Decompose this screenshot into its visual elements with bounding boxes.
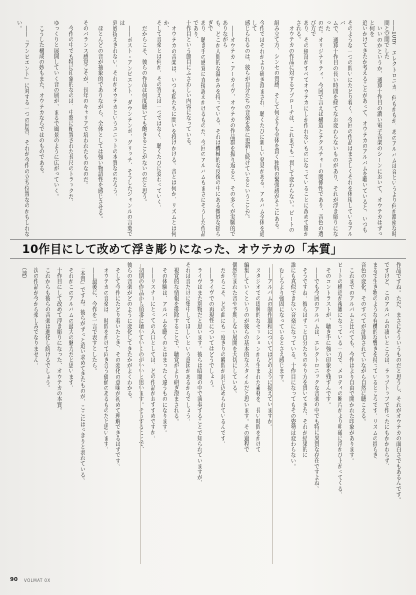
- text-column: あり、聴き手の感覚に直接訴えかけるものだ。今回のアルバムもまさにそうした作品であり、: [192, 20, 206, 237]
- text-column: まるで生き物のような有機的な響きを持っているところです。リズムの揺らぎ、: [371, 262, 378, 464]
- text-column: 到底捉えきれない。それがオウテカというユニットの本質なのだろう。: [111, 20, 118, 200]
- text-column: そうですね。彼らはずっと自分たちのやり方を貫いてきた。それが結果的に: [301, 262, 308, 458]
- text-column: 彼らの音楽がどのように変化してきたかがよくわかる。: [125, 262, 132, 402]
- text-column: これからも彼らの音楽は進化し続けるでしょう。: [43, 262, 50, 391]
- text-column: （談）: [20, 262, 27, 282]
- text-column: ――ライヴでの再現性についてはどうでしょう。: [207, 262, 214, 391]
- text-column: そのバランス感覚こそが、長年のキャリアで培われたものなのだ。: [81, 20, 88, 188]
- text-column: こうした構成の妙もまた、オウテカならではのものである。: [37, 20, 44, 177]
- text-column: むしろより強固になっているとさえ感じます。: [277, 262, 284, 386]
- text-column: ライヴはまた別物だと思います。彼らは暗闇の中で演奏することで知られていますが、: [196, 262, 202, 486]
- text-column: 次の作品が今から楽しみでなりません。: [32, 262, 39, 369]
- text-column: 感じられるのは、彼らが自分たちの音楽を常に更新し続けているということだ。: [243, 20, 250, 222]
- text-column: これまでのアルバムと比べても、今作はより自由で開かれた印象があります。: [348, 262, 354, 464]
- text-column: 編集していくというのが彼らの基本的なスタイルだと思います。その過程で: [242, 262, 249, 453]
- text-column: 偶然生まれた音や予期しない展開を大切にしている。: [231, 262, 237, 397]
- text-column: 視覚的な情報を排除することで、聴覚がより研ぎ澄まされる。: [172, 262, 179, 425]
- text-column: それは音だけに集中してほしいという意図があるからでしょう。: [184, 262, 191, 425]
- text-column: そのコントラストが、聴き手に強い印象を残すんです。: [324, 262, 331, 408]
- text-column: 誰にも真似できない音楽になっている。十作目になってもその姿勢は変わらない。: [289, 262, 296, 470]
- text-column: 初期の作品から順番に聴いていくのがいいと思います。そうすることで、: [137, 262, 144, 453]
- page-number: 90: [10, 577, 18, 583]
- text-column: 作品ですね。ただ、まさにそういうものだと思うし、それがオウテカの面白さでもあるんです。: [394, 262, 401, 503]
- text-column: いいのかというか、通算十作目の濃い電子音楽のシーンにおいて、オウテカはずっと何を: [368, 20, 382, 237]
- text-column: オウテカの音楽は、いつも私たちに問いを投げかける。音とは何か、リズムとは何か、: [162, 20, 177, 237]
- text-column: 十作目にして改めて浮き彫りになった、オウテカの本質。: [55, 262, 62, 414]
- text-column: 組み立て方、シンセの質感、そして何よりも全体を貫く独特の緊張感がそこにある。: [272, 20, 279, 233]
- text-column: ですけど、このアルバムの凄いところは、ラップトップで作ったにもかかわらず、: [383, 262, 390, 470]
- text-column: その体験は、アルバムを聴くのとはまったく違うものになります。: [160, 262, 167, 436]
- text-column: のだ。オリジナリティ、今回で言えば構造とテクスチャーの関係性であり、音色の選び方で: [309, 20, 323, 237]
- text-column: そのような一つの問いにたどり着く。今回の作品はまさしくそれを体現しているアルバ: [339, 20, 353, 237]
- text-column: ゆっくりと展開していく音の層が、まるで風景のように広がっていく。: [52, 20, 59, 200]
- text-column: ムで、通算十作目の長い時間を経てなお変わらないものがあり、それが浮き彫りになった: [324, 20, 338, 237]
- text-column: ――アルバムの制作過程についてはどのように捉えていますか。: [266, 262, 273, 430]
- text-column: あり、その細部がすべてオウテカにしか作れないものになっていることに改めて驚かされる。: [295, 20, 309, 237]
- text-column: そして今作にたどり着いたとき、その変化の意味が初めて理解できるはずです。: [114, 262, 121, 470]
- text-column: それがこのアルバムの最大の魅力だと思います。: [67, 262, 74, 391]
- text-column: スタジオでの即興的なセッションから生まれた素材を、長い時間をかけて: [254, 262, 261, 453]
- text-column: そして音楽とは何か。その答えは一つではなく、聴くたびに変わっていく。: [155, 20, 162, 211]
- text-column: ――リスナーにとっての入口としては、どの作品がおすすめですか。: [149, 262, 156, 442]
- text-column: オウテカの音楽は、時間をかけて向き合う価値のあるものだと思います。: [102, 262, 109, 453]
- text-column: オウテカの作品に対するアプローチは、これまでも一貫して変わらない。ビートの: [287, 20, 294, 233]
- text-column: ――ポスト・アンビエント、ダウンテンポ、グリッチ、そうしたジャンルの言葉では: [118, 20, 132, 237]
- text-column: ――オウテカ・アーカイヴ、オウテカの作品群を振り返ると、その多くが実験的でありながら: [221, 20, 235, 237]
- text-column: 音色の変化、そのすべてが計算されていながら自然に聴こえる。: [359, 262, 366, 425]
- text-column: ――でも今回のアルバムは、エレクトロニックな音楽の中でも特に異質な存在ですよね。: [312, 262, 319, 492]
- text-column: 追いかけてきたか考えることがあって、オウテカのアルバムを聴いていると、いつも: [361, 20, 368, 233]
- column-divider: [140, 264, 141, 564]
- text-column: ほとんどの音が抽象的でありながら、全体としては強い物語性を感じさせる。: [96, 20, 103, 222]
- text-column: 今作ではそれがより研ぎ澄まされ、聴くたびに新しい発見がある。アルバム全体を通して: [251, 20, 265, 237]
- text-column: ビートの構造が複雑になっている一方で、メロディの断片がより明確に浮かび上がってくる。: [336, 262, 343, 498]
- column-divider: [272, 264, 273, 564]
- article-headline: 10作目にして改めて浮き彫りになった、オウテカの「本質」: [22, 242, 343, 256]
- text-column: ――『アンビエント』に対する一つの回答、それが今作の立ち位置なのかもしれない。: [16, 20, 30, 237]
- text-column: だからこそ、彼らの作品は何度聴いても飽きることがないのだと思う。: [140, 20, 147, 205]
- text-column: 十作目という節目にふさわしい内容になっている。: [184, 20, 191, 149]
- magazine-name: VOLMAT 0X: [24, 578, 51, 583]
- text-column: だからこそ、どの曲にも一度きりの瞬間が封じ込められているんです。: [219, 262, 226, 447]
- text-column: 今作の中でも特に印象的なのは、中盤に配置された長尺のトラックだ。: [67, 20, 74, 205]
- text-column: ――10th、エレクトロニカ、何もかもが、あのアルバムは音というより何か濃密な時間と空間でした: [383, 20, 397, 237]
- text-column: も、どこか人間的な温かみを持っている。それは機械的な反復の中にある微妙な揺らぎで: [207, 20, 221, 237]
- text-column: 「本質」ですね。彼らがずっと追い求めてきたものが、ここにはっきりと表れている。: [79, 262, 85, 484]
- text-column: ――最後に、今作を一言で表すとしたら。: [90, 262, 97, 374]
